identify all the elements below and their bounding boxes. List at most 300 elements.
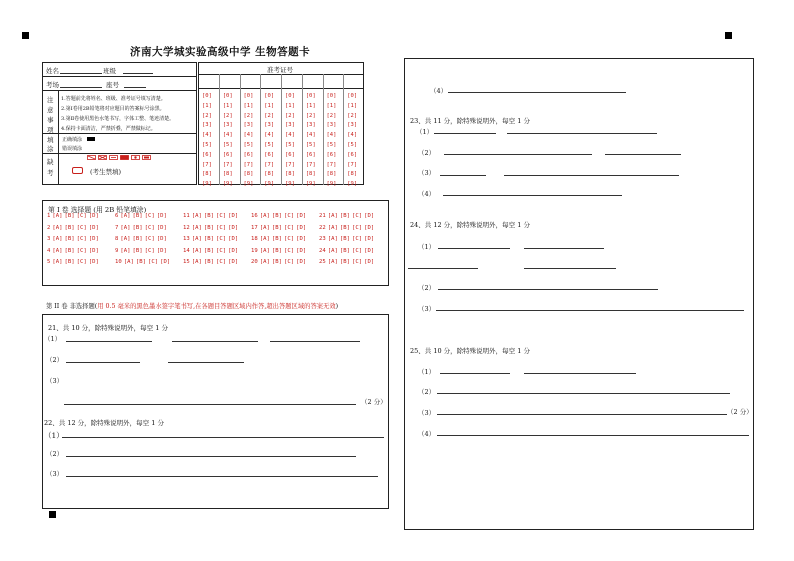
choice-bubble[interactable]: [D] xyxy=(228,259,239,265)
choice-question xyxy=(319,213,374,219)
q24-1-blank-b[interactable] xyxy=(524,248,604,249)
q23-1-blank-b[interactable] xyxy=(507,133,657,134)
choice-bubble[interactable]: [D] xyxy=(296,236,307,242)
absent-note: (考生禁填) xyxy=(90,168,122,176)
exam-digit-bubble[interactable]: [9] xyxy=(326,181,337,188)
choice-question xyxy=(115,236,167,242)
exam-digit-bubble[interactable]: [9] xyxy=(347,181,358,188)
choice-question xyxy=(251,213,306,219)
exam-digit-bubble[interactable]: [2] xyxy=(326,112,337,119)
q25-label-3: （3） xyxy=(418,409,436,417)
choice-bubble[interactable]: [D] xyxy=(228,236,239,242)
choice-bubble[interactable]: [C] xyxy=(215,236,227,242)
choice-bubble[interactable]: [D] xyxy=(156,224,167,231)
q21-score-note: （2 分） xyxy=(361,398,387,406)
choice-question xyxy=(251,225,306,231)
choice-question-number: 15 xyxy=(183,259,190,265)
exam-digit-bubble[interactable]: [2] xyxy=(347,112,358,119)
choice-bubble[interactable]: [C] xyxy=(215,247,227,254)
choice-bubble[interactable]: [C] xyxy=(76,224,87,231)
exam-digit-bubble[interactable]: [1] xyxy=(202,102,212,109)
correct-fill-label: 正确填涂 xyxy=(62,137,83,143)
choice-question-number: 16 xyxy=(251,213,258,219)
exam-digit-bubble[interactable]: [4] xyxy=(305,132,316,139)
exam-digit-bubble[interactable]: [7] xyxy=(285,161,295,168)
choice-bubble[interactable]: [C] xyxy=(283,213,295,219)
exam-digit-bubble[interactable]: [7] xyxy=(222,161,233,168)
exam-digit-bubble[interactable]: [2] xyxy=(243,112,254,119)
choice-question-number: 23 xyxy=(319,236,326,242)
choice-question xyxy=(47,236,99,242)
q23-3-blank-b[interactable] xyxy=(504,175,679,176)
choice-bubble[interactable]: [B] xyxy=(64,224,75,231)
exam-grid-divider xyxy=(302,74,303,185)
exam-digit-bubble[interactable]: [7] xyxy=(326,161,337,168)
choice-question xyxy=(47,259,99,265)
q23-4-blank[interactable] xyxy=(443,195,622,196)
exam-digit-bubble[interactable]: [0] xyxy=(264,93,275,99)
part1-title: 第 I 卷 选择题 (用 2B 铅笔填涂) xyxy=(48,206,147,214)
choice-bubble[interactable]: [B] xyxy=(64,213,75,219)
exam-digit-bubble[interactable]: [6] xyxy=(326,151,337,158)
exam-digit-bubble[interactable]: [3] xyxy=(202,122,212,129)
choice-bubble[interactable]: [D] xyxy=(228,224,239,231)
choice-question-number: 9 xyxy=(115,247,119,254)
choice-bubble[interactable]: [A] xyxy=(52,259,63,265)
choice-question xyxy=(183,259,238,265)
choice-question-number: 21 xyxy=(319,213,326,219)
choice-bubble[interactable]: [B] xyxy=(271,224,282,231)
choice-bubble[interactable]: [D] xyxy=(364,259,375,265)
choice-bubble[interactable]: [C] xyxy=(147,259,159,265)
choice-question xyxy=(183,248,238,254)
wrong-fill-label: 错误填涂 xyxy=(62,146,83,152)
exam-digit-bubble[interactable]: [5] xyxy=(326,142,337,148)
q23-heading: 23、共 11 分，除特殊说明外，每空 1 分 xyxy=(410,117,530,125)
choice-bubble[interactable]: [C] xyxy=(76,213,87,219)
choice-bubble[interactable]: [B] xyxy=(339,259,350,265)
choice-bubble[interactable]: [D] xyxy=(364,213,375,219)
exam-digit-bubble[interactable]: [9] xyxy=(243,181,254,188)
q25-3-blank[interactable] xyxy=(437,414,727,415)
exam-number-label: 准考证号 xyxy=(267,66,293,74)
exam-digit-bubble[interactable]: [9] xyxy=(222,181,233,188)
choice-question-number: 8 xyxy=(115,236,119,242)
q21-1-blank-a[interactable] xyxy=(66,341,152,342)
q23-3-blank-a[interactable] xyxy=(440,175,486,176)
exam-digit-bubble[interactable]: [5] xyxy=(264,142,275,148)
choice-bubble[interactable]: [C] xyxy=(76,247,87,254)
exam-digit-bubble[interactable]: [5] xyxy=(347,142,358,148)
choice-bubble[interactable]: [B] xyxy=(271,247,282,254)
choice-bubble[interactable]: [C] xyxy=(283,224,295,231)
q21-heading: 21、共 10 分，除特殊说明外，每空 1 分 xyxy=(48,324,168,332)
choice-question xyxy=(115,248,167,254)
choice-bubble[interactable]: [A] xyxy=(52,236,63,242)
exam-digit-bubble[interactable]: [0] xyxy=(305,93,316,99)
exam-digit-bubble[interactable]: [5] xyxy=(202,142,212,148)
name-field[interactable] xyxy=(60,73,102,74)
choice-bubble[interactable]: [B] xyxy=(339,236,350,242)
notice-item: 2.第Ⅰ卷用2B铅笔将对应题目的答案标号涂黑。 xyxy=(61,106,165,112)
exam-digit-bubble[interactable]: [4] xyxy=(202,132,212,139)
alignment-mark-bottom-left xyxy=(49,511,56,518)
choice-bubble[interactable]: [A] xyxy=(52,213,63,219)
choice-question xyxy=(115,213,167,219)
exam-digit-bubble[interactable]: [0] xyxy=(202,93,212,99)
choice-question xyxy=(251,236,306,242)
notice-item: 4.保持卡面清洁，严禁折叠，严禁做标记。 xyxy=(61,126,156,132)
choice-bubble[interactable]: [B] xyxy=(271,259,282,265)
page-title: 济南大学城实验高级中学 生物答题卡 xyxy=(130,46,311,58)
choice-bubble[interactable]: [B] xyxy=(64,259,75,265)
choice-bubble[interactable]: [C] xyxy=(144,213,155,219)
choice-bubble[interactable]: [A] xyxy=(52,247,63,254)
exam-digit-bubble[interactable]: [0] xyxy=(222,93,233,99)
choice-bubble[interactable]: [C] xyxy=(76,259,87,265)
choice-question xyxy=(319,225,374,231)
exam-digit-bubble[interactable]: [2] xyxy=(305,112,316,119)
q22-label-3: （3） xyxy=(46,470,64,478)
exam-digit-bubble[interactable]: [8] xyxy=(285,171,295,178)
exam-digit-bubble[interactable]: [6] xyxy=(222,151,233,158)
choice-question-number: 3 xyxy=(47,236,51,242)
exam-digit-bubble[interactable]: [7] xyxy=(243,161,254,168)
choice-bubble[interactable]: [C] xyxy=(215,224,227,231)
q21-2-blank-b[interactable] xyxy=(168,362,244,363)
q24-3-blank[interactable] xyxy=(436,310,744,311)
exam-digit-bubble[interactable]: [0] xyxy=(326,93,337,99)
q23-label-1: （1） xyxy=(416,128,434,136)
q23-label-4: （4） xyxy=(418,190,436,198)
choice-bubble[interactable]: [D] xyxy=(156,247,167,254)
choice-bubble[interactable]: [A] xyxy=(120,213,131,219)
q22-1-blank[interactable] xyxy=(62,437,384,438)
exam-digit-bubble[interactable]: [5] xyxy=(305,142,316,148)
choice-question-number: 13 xyxy=(183,236,190,242)
q25-1-blank-a[interactable] xyxy=(440,373,510,374)
q25-label-1: （1） xyxy=(418,368,436,376)
exam-digit-bubble[interactable]: [2] xyxy=(264,112,275,119)
exam-digit-bubble[interactable]: [5] xyxy=(222,142,233,148)
choice-bubble[interactable]: [D] xyxy=(364,224,375,231)
exam-digit-bubble[interactable]: [0] xyxy=(243,93,254,99)
choice-question-number: 22 xyxy=(319,224,326,231)
exam-grid-divider xyxy=(343,74,344,185)
choice-bubble[interactable]: [C] xyxy=(144,236,155,242)
choice-bubble[interactable]: [A] xyxy=(259,236,270,242)
exam-digit-bubble[interactable]: [8] xyxy=(222,171,233,178)
exam-digit-bubble[interactable]: [9] xyxy=(264,181,275,188)
exam-grid-divider xyxy=(240,74,241,185)
exam-digit-bubble[interactable]: [1] xyxy=(222,102,233,109)
choice-bubble[interactable]: [C] xyxy=(144,247,155,254)
exam-digit-bubble[interactable]: [3] xyxy=(347,122,358,129)
exam-digit-bubble[interactable]: [7] xyxy=(202,161,212,168)
choice-bubble[interactable]: [D] xyxy=(88,247,99,254)
choice-bubble[interactable]: [B] xyxy=(132,224,143,231)
exam-digit-bubble[interactable]: [4] xyxy=(264,132,275,139)
exam-digit-bubble[interactable]: [2] xyxy=(202,112,212,119)
exam-digit-bubble[interactable]: [0] xyxy=(347,93,358,99)
choice-bubble[interactable]: [A] xyxy=(191,236,202,242)
choice-bubble[interactable]: [A] xyxy=(327,259,338,265)
choice-bubble[interactable]: [D] xyxy=(296,247,307,254)
exam-digit-bubble[interactable]: [6] xyxy=(305,151,316,158)
choice-bubble[interactable]: [B] xyxy=(135,259,146,265)
choice-bubble[interactable]: [A] xyxy=(327,236,338,242)
seat-field[interactable] xyxy=(124,87,146,88)
notice-item: 1.答题前先将姓名、班级、准考证号填写清楚。 xyxy=(61,96,166,102)
absent-checkbox[interactable] xyxy=(72,167,83,174)
choice-bubble[interactable]: [A] xyxy=(259,213,270,219)
exam-digit-bubble[interactable]: [8] xyxy=(264,171,275,178)
choice-bubble[interactable]: [A] xyxy=(259,259,270,265)
choice-question xyxy=(183,213,238,219)
q22-label-4: （4） xyxy=(430,87,448,95)
choice-bubble[interactable]: [A] xyxy=(327,213,338,219)
choice-bubble[interactable]: [C] xyxy=(215,213,227,219)
choice-bubble[interactable]: [B] xyxy=(132,213,143,219)
choice-question-number: 14 xyxy=(183,247,190,254)
choice-bubble[interactable]: [C] xyxy=(76,236,87,242)
choice-question-number: 20 xyxy=(251,259,258,265)
choice-question xyxy=(319,236,374,242)
q22-4-blank[interactable] xyxy=(448,92,626,93)
choice-question xyxy=(319,248,374,254)
choice-question-number: 11 xyxy=(183,213,190,219)
exam-digit-bubble[interactable]: [1] xyxy=(264,102,275,109)
exam-digit-bubble[interactable]: [1] xyxy=(326,102,337,109)
choice-question xyxy=(47,213,99,219)
correct-fill-sample xyxy=(87,137,95,141)
exam-digit-bubble[interactable]: [8] xyxy=(243,171,254,178)
exam-digit-bubble[interactable]: [9] xyxy=(285,181,295,188)
choice-bubble[interactable]: [A] xyxy=(120,236,131,242)
answer-box-21-22 xyxy=(42,314,389,509)
choice-question-number: 25 xyxy=(319,259,326,265)
choice-bubble[interactable]: [B] xyxy=(271,213,282,219)
choice-bubble[interactable]: [D] xyxy=(364,236,375,242)
choice-bubble[interactable]: [C] xyxy=(283,236,295,242)
q23-2-blank-a[interactable] xyxy=(444,154,592,155)
exam-digit-bubble[interactable]: [3] xyxy=(222,122,233,129)
choice-bubble[interactable]: [B] xyxy=(339,224,350,231)
alignment-mark-top-right xyxy=(725,32,732,39)
class-label: 班级 xyxy=(103,67,116,75)
seat-label: 座号 xyxy=(106,81,119,89)
choice-bubble[interactable]: [D] xyxy=(88,236,99,242)
choice-question-number: 12 xyxy=(183,224,190,231)
choice-bubble[interactable]: [D] xyxy=(364,247,375,254)
exam-digit-bubble[interactable]: [3] xyxy=(285,122,295,129)
exam-digit-bubble[interactable]: [4] xyxy=(326,132,337,139)
choice-bubble[interactable]: [A] xyxy=(191,224,202,231)
choice-question xyxy=(183,236,238,242)
choice-question-number: 6 xyxy=(115,213,119,219)
choice-bubble[interactable]: [C] xyxy=(351,224,363,231)
choice-bubble[interactable]: [C] xyxy=(351,236,363,242)
wrong-fill-samples xyxy=(87,146,157,165)
q22-3-blank[interactable] xyxy=(66,476,378,477)
q23-1-blank-a[interactable] xyxy=(434,133,496,134)
exam-digit-bubble[interactable]: [3] xyxy=(326,122,337,129)
exam-digit-bubble[interactable]: [1] xyxy=(347,102,358,109)
choice-bubble[interactable]: [C] xyxy=(351,259,363,265)
choice-bubble[interactable]: [A] xyxy=(191,259,202,265)
q21-2-blank-a[interactable] xyxy=(66,362,140,363)
exam-digit-bubble[interactable]: [2] xyxy=(222,112,233,119)
choice-bubble[interactable]: [D] xyxy=(156,213,167,219)
choice-bubble[interactable]: [A] xyxy=(191,247,202,254)
choice-bubble[interactable]: [D] xyxy=(88,224,99,231)
exam-digit-bubble[interactable]: [6] xyxy=(347,151,358,158)
choice-bubble[interactable]: [D] xyxy=(296,259,307,265)
exam-grid-divider xyxy=(323,74,324,185)
choice-bubble[interactable]: [D] xyxy=(296,224,307,231)
q25-2-blank[interactable] xyxy=(437,393,730,394)
choice-bubble[interactable]: [B] xyxy=(132,236,143,242)
choice-bubble[interactable]: [D] xyxy=(228,213,239,219)
exam-digit-bubble[interactable]: [6] xyxy=(264,151,275,158)
choice-bubble[interactable]: [C] xyxy=(144,224,155,231)
choice-bubble[interactable]: [A] xyxy=(259,224,270,231)
choice-bubble[interactable]: [B] xyxy=(203,224,214,231)
exam-digit-bubble[interactable]: [9] xyxy=(202,181,212,188)
choice-question-number: 2 xyxy=(47,224,51,231)
q22-heading: 22、共 12 分，除特殊说明外，每空 1 分 xyxy=(44,419,164,427)
choice-bubble[interactable]: [D] xyxy=(296,213,307,219)
q22-label-1: （1） xyxy=(44,431,64,440)
choice-bubble[interactable]: [B] xyxy=(339,213,350,219)
choice-bubble[interactable]: [A] xyxy=(120,224,131,231)
choice-bubble[interactable]: [A] xyxy=(327,224,338,231)
choice-question-number: 4 xyxy=(47,247,51,254)
choice-bubble[interactable]: [C] xyxy=(283,247,295,254)
q21-label-3: （3） xyxy=(46,377,64,385)
choice-question xyxy=(47,248,99,254)
choice-bubble[interactable]: [D] xyxy=(156,236,167,242)
exam-digit-bubble[interactable]: [4] xyxy=(243,132,254,139)
exam-digit-bubble[interactable]: [6] xyxy=(202,151,212,158)
exam-digit-bubble[interactable]: [1] xyxy=(305,102,316,109)
choice-bubble[interactable]: [C] xyxy=(351,247,363,254)
choice-question-number: 7 xyxy=(115,224,119,231)
choice-question-number: 17 xyxy=(251,224,258,231)
choice-bubble[interactable]: [A] xyxy=(52,224,63,231)
q24-label-3: （3） xyxy=(418,305,436,313)
choice-question-number: 24 xyxy=(319,247,326,254)
exam-digit-bubble[interactable]: [7] xyxy=(347,161,358,168)
exam-digit-bubble[interactable]: [6] xyxy=(243,151,254,158)
choice-question-number: 10 xyxy=(115,259,122,265)
exam-digit-bubble[interactable]: [6] xyxy=(285,151,295,158)
exam-digit-bubble[interactable]: [8] xyxy=(202,171,212,178)
exam-digit-bubble[interactable]: [1] xyxy=(243,102,254,109)
room-field[interactable] xyxy=(60,87,102,88)
choice-bubble[interactable]: [B] xyxy=(132,247,143,254)
q22-label-2: （2） xyxy=(46,450,64,458)
exam-digit-bubble[interactable]: [0] xyxy=(285,93,295,99)
choice-bubble[interactable]: [C] xyxy=(351,213,363,219)
q25-label-2: （2） xyxy=(418,388,436,396)
answer-box-right xyxy=(404,58,754,530)
choice-bubble[interactable]: [B] xyxy=(203,259,214,265)
choice-bubble[interactable]: [A] xyxy=(191,213,202,219)
exam-digit-bubble[interactable]: [7] xyxy=(305,161,316,168)
choice-bubble[interactable]: [A] xyxy=(327,247,338,254)
exam-digit-bubble[interactable]: [4] xyxy=(285,132,295,139)
q23-2-blank-b[interactable] xyxy=(605,154,681,155)
choice-bubble[interactable]: [B] xyxy=(64,236,75,242)
q22-2-blank[interactable] xyxy=(66,456,356,457)
q25-4-blank[interactable] xyxy=(437,435,749,436)
q25-1-blank-b[interactable] xyxy=(524,373,636,374)
exam-digit-bubble[interactable]: [4] xyxy=(347,132,358,139)
q21-1-blank-b[interactable] xyxy=(172,341,258,342)
choice-bubble[interactable]: [D] xyxy=(88,213,99,219)
choice-bubble[interactable]: [B] xyxy=(203,213,214,219)
q24-1-blank-a[interactable] xyxy=(438,248,510,249)
q24-1-blank-c[interactable] xyxy=(408,268,478,269)
q24-1-blank-d[interactable] xyxy=(524,268,616,269)
choice-bubble[interactable]: [A] xyxy=(123,259,134,265)
choice-bubble[interactable]: [B] xyxy=(203,236,214,242)
choice-bubble[interactable]: [B] xyxy=(271,236,282,242)
choice-bubble[interactable]: [B] xyxy=(64,247,75,254)
choice-bubble[interactable]: [B] xyxy=(339,247,350,254)
exam-digit-bubble[interactable]: [3] xyxy=(305,122,316,129)
choice-bubble[interactable]: [D] xyxy=(88,259,99,265)
exam-digit-bubble[interactable]: [3] xyxy=(243,122,254,129)
q24-2-blank[interactable] xyxy=(438,289,658,290)
choice-bubble[interactable]: [B] xyxy=(203,247,214,254)
q23-label-3: （3） xyxy=(418,169,436,177)
q25-score-note: （2 分） xyxy=(727,408,753,416)
exam-digit-bubble[interactable]: [5] xyxy=(243,142,254,148)
q21-3-blank[interactable] xyxy=(64,404,356,405)
choice-bubble[interactable]: [D] xyxy=(160,259,171,265)
exam-digit-bubble[interactable]: [5] xyxy=(285,142,295,148)
name-label: 姓名 xyxy=(46,67,59,75)
choice-bubble[interactable]: [C] xyxy=(283,259,295,265)
exam-digit-bubble[interactable]: [1] xyxy=(285,102,295,109)
exam-digit-bubble[interactable]: [3] xyxy=(264,122,275,129)
q23-label-2: （2） xyxy=(418,149,436,157)
exam-grid-divider xyxy=(219,74,220,185)
exam-digit-bubble[interactable]: [7] xyxy=(264,161,275,168)
choice-bubble[interactable]: [D] xyxy=(228,247,239,254)
exam-digit-bubble[interactable]: [8] xyxy=(326,171,337,178)
exam-digit-bubble[interactable]: [2] xyxy=(285,112,295,119)
exam-digit-bubble[interactable]: [8] xyxy=(347,171,358,178)
choice-question xyxy=(115,225,167,231)
choice-question xyxy=(183,225,238,231)
choice-question-number: 19 xyxy=(251,247,258,254)
choice-bubble[interactable]: [A] xyxy=(259,247,270,254)
choice-bubble[interactable]: [A] xyxy=(120,247,131,254)
choice-question xyxy=(251,248,306,254)
exam-digit-bubble[interactable]: [9] xyxy=(305,181,316,188)
class-field[interactable] xyxy=(123,73,153,74)
choice-bubble[interactable]: [C] xyxy=(215,259,227,265)
exam-grid-divider xyxy=(281,74,282,185)
choice-question-number: 5 xyxy=(47,259,51,265)
choice-question xyxy=(319,259,374,265)
q21-1-blank-c[interactable] xyxy=(270,341,360,342)
exam-digit-bubble[interactable]: [8] xyxy=(305,171,316,178)
exam-digit-bubble[interactable]: [4] xyxy=(222,132,233,139)
